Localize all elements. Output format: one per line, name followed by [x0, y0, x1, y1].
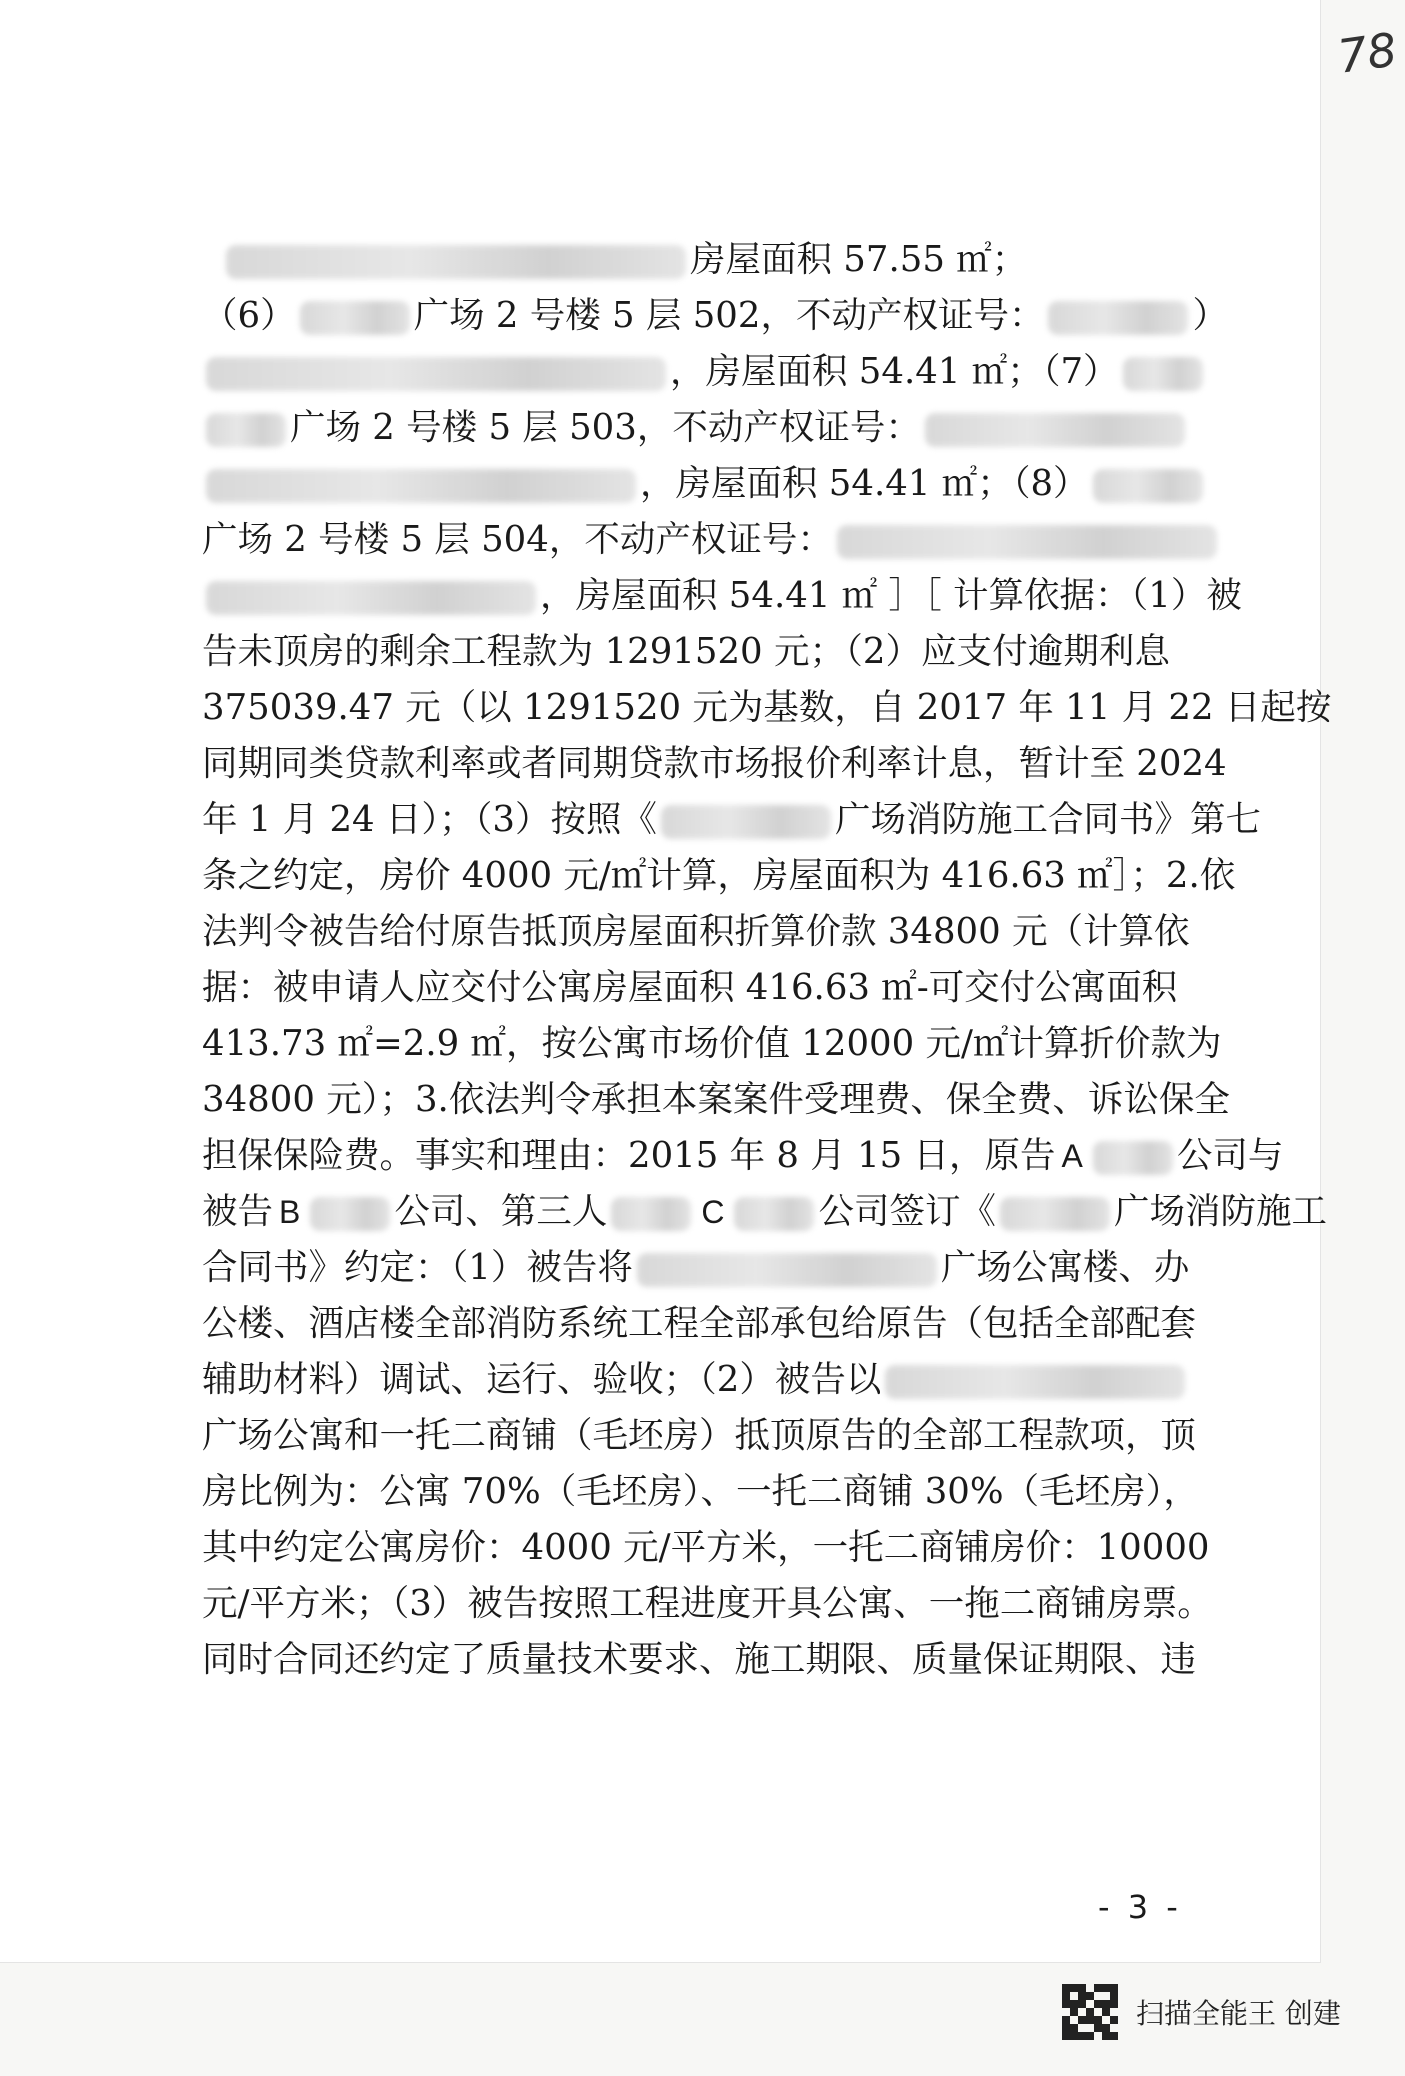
text-line: 元/平方米；（3）被告按照工程进度开具公寓、一拖二商铺房票。	[202, 1583, 1213, 1624]
text-line: 房比例为：公寓 70%（毛坯房）、一托二商铺 30%（毛坯房），	[202, 1471, 1199, 1512]
text-line: 广场 2 号楼 5 层 504，不动产权证号：	[202, 512, 1170, 568]
text-line: 房屋面积 57.55 ㎡；	[202, 232, 1170, 288]
redacted-text	[1048, 301, 1188, 335]
redacted-text	[661, 805, 831, 839]
text-line: 条之约定，房价 4000 元/㎡计算，房屋面积为 416.63 ㎡］；2.依	[202, 855, 1236, 896]
text-line: 同时合同还约定了质量技术要求、施工期限、质量保证期限、违	[202, 1639, 1197, 1680]
redacted-text	[206, 581, 536, 615]
party-label-b: B	[279, 1194, 301, 1230]
text-line: （6） 广场 2 号楼 5 层 502，不动产权证号： ）	[202, 295, 1228, 336]
text-line: 广场公寓和一托二商铺（毛坯房）抵顶原告的全部工程款项，顶	[202, 1415, 1197, 1456]
party-label-a: A	[1061, 1138, 1083, 1174]
qr-code-icon	[1062, 1984, 1118, 2040]
text-line: 同期同类贷款利率或者同期贷款市场报价利率计息，暂计至 2024	[202, 743, 1227, 784]
redacted-text	[925, 413, 1185, 447]
redacted-text	[206, 357, 666, 391]
redacted-text	[1093, 469, 1203, 503]
text-line: 34800 元）；3.依法判令承担本案案件受理费、保全费、诉讼保全	[202, 1079, 1230, 1120]
redacted-text	[734, 1197, 814, 1231]
text-line: 其中约定公寓房价：4000 元/平方米，一托二商铺房价：10000	[202, 1527, 1210, 1568]
text-line: 年 1 月 24 日）；（3）按照《 广场消防施工合同书》第七	[202, 799, 1261, 840]
text-line: 413.73 ㎡=2.9 ㎡，按公寓市场价值 12000 元/㎡计算折价款为	[202, 1023, 1222, 1064]
text-line: 法判令被告给付原告抵顶房屋面积折算价款 34800 元（计算依	[202, 911, 1190, 952]
text-line: 辅助材料）调试、运行、验收；（2）被告以	[202, 1352, 1170, 1408]
text-line: 广场 2 号楼 5 层 503，不动产权证号：	[202, 400, 1170, 456]
text-line: 告未顶房的剩余工程款为 1291520 元；（2）应支付逾期利息	[202, 631, 1170, 672]
page-number: - 3 -	[1098, 1888, 1182, 1926]
text-line: ，房屋面积 54.41 ㎡ ］［ 计算依据：（1）被	[202, 568, 1170, 624]
redacted-text	[1000, 1197, 1110, 1231]
redacted-text	[885, 1365, 1185, 1399]
text-line: ，房屋面积 54.41 ㎡；（7）	[202, 344, 1170, 400]
redacted-text	[206, 469, 636, 503]
scanner-app-label: 扫描全能王 创建	[1136, 1997, 1341, 2030]
scanner-watermark	[1062, 1983, 1341, 2041]
redacted-text	[1123, 357, 1203, 391]
text-line: 担保保险费。事实和理由：2015 年 8 月 15 日，原告 A 公司与	[202, 1135, 1284, 1176]
party-label-c: C	[701, 1194, 725, 1230]
handwritten-page-mark: 78	[1334, 22, 1401, 84]
redacted-text	[300, 301, 410, 335]
text-line: ，房屋面积 54.41 ㎡；（8）	[202, 456, 1170, 512]
redacted-text	[1093, 1141, 1173, 1175]
redacted-text	[310, 1197, 390, 1231]
redacted-text	[206, 413, 286, 447]
redacted-text	[226, 245, 686, 279]
text-line: 375039.47 元（以 1291520 元为基数，自 2017 年 11 月 22 日起按	[202, 687, 1332, 728]
text-line: 合同书》约定：（1）被告将 广场公寓楼、办	[202, 1247, 1190, 1288]
text-line: 被告 B 公司、第三人 C 公司签订《 广场消防施工	[202, 1191, 1328, 1232]
redacted-text	[611, 1197, 691, 1231]
redacted-text	[637, 1253, 937, 1287]
redacted-text	[837, 525, 1217, 559]
text-line: 公楼、酒店楼全部消防系统工程全部承包给原告（包括全部配套	[202, 1303, 1197, 1344]
text-line: 据：被申请人应交付公寓房屋面积 416.63 ㎡-可交付公寓面积	[202, 967, 1178, 1008]
